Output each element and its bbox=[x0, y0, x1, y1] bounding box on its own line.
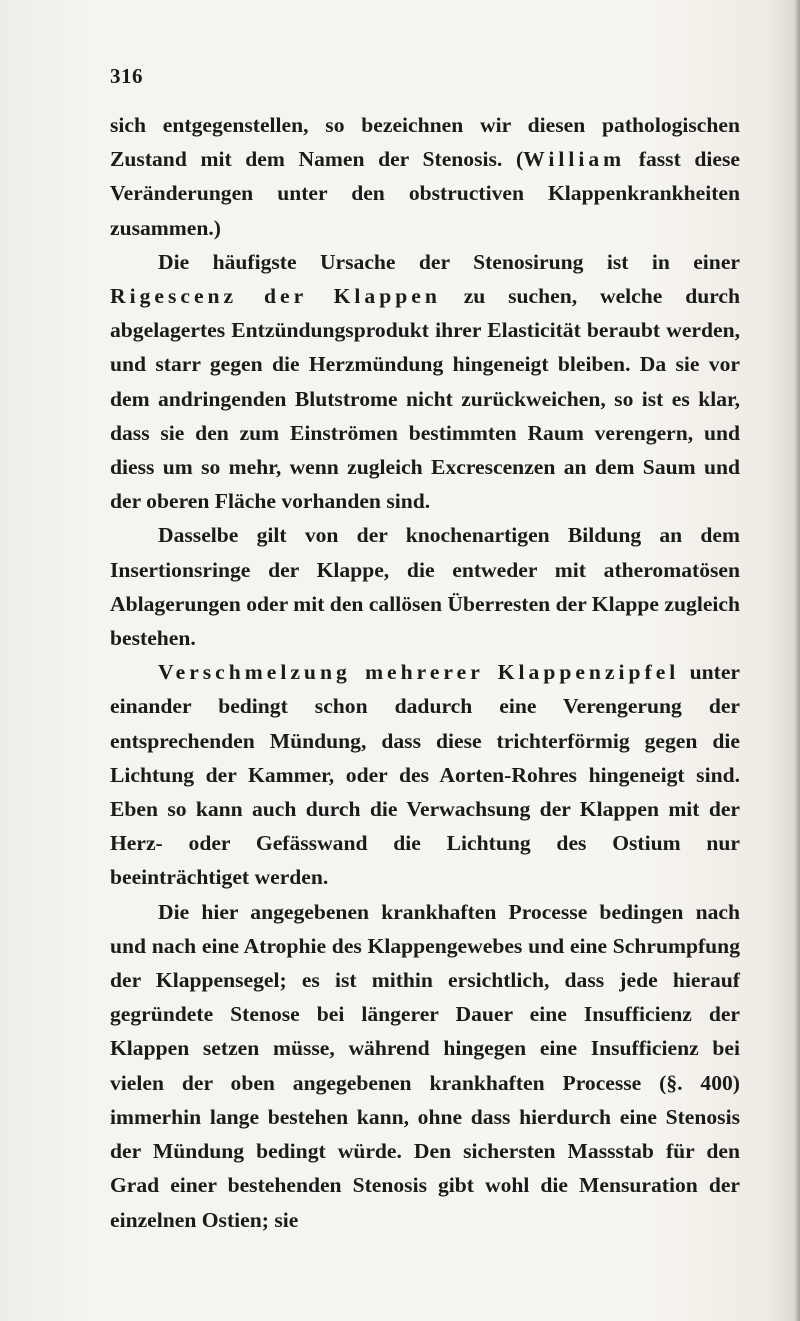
text-segment: sich entgegenstellen, so bezeichnen wir diesen pathologischen Zustand mit dem Namen der Stenosis. ( bbox=[110, 113, 740, 172]
text-segment: unter einander bedingt schon dadurch eine Verengerung der entsprechenden Mündung, dass diese trichterförmig gegen die Lichtung der Kammer, oder des Aorten-Rohres hingeneigt sind. Eben so kann auch durch die Verwachsung der Klappen mit der Herz- oder Gefässwand die Lichtung des Ostium nur beeinträchtiget werden. bbox=[110, 660, 740, 890]
paragraph-2 bbox=[110, 245, 740, 519]
body-text bbox=[110, 108, 740, 1237]
text-segment: Die hier angegebenen krankhaften Processe bedingen nach und nach eine Atrophie des Klappengewebes und eine Schrumpfung der Klappensegel; es ist mithin ersichtlich, dass jede hierauf gegründete Stenose bei längerer Dauer eine Insufficienz der Klappen setzen müsse, während hingegen eine Insufficienz bei vielen der oben angegebenen krankhaften Processe (§. 400) immerhin lange bestehen kann, ohne dass hierdurch eine Stenosis der Mündung bedingt würde. Den sichersten Massstab für den Grad einer bestehenden Stenosis gibt wohl die Mensuration der einzelnen Ostien; sie bbox=[110, 899, 740, 1232]
paragraph-4 bbox=[110, 655, 740, 894]
text-segment: zu suchen, welche durch abgelagertes Entzündungsprodukt ihrer Elasticität beraubt werden, und starr gegen die Herzmündung hingeneigt bleiben. Da sie vor dem andringenden Blutstrome nicht zurückweichen, so ist es klar, dass sie den zum Einströmen bestimmten Raum verengern, und diess um so mehr, wenn zugleich Excrescenzen an dem Saum und der oberen Fläche vorhanden sind. bbox=[110, 284, 740, 514]
text-segment: Dasselbe gilt von der knochenartigen Bildung an dem Insertionsringe der Klappe, die entweder mit atheromatösen Ablagerungen oder mit den callösen Überresten der Klappe zugleich bestehen. bbox=[110, 523, 740, 651]
paragraph-5 bbox=[110, 895, 740, 1237]
emphasized-term: Verschmelzung mehrerer Klappenzipfel bbox=[158, 660, 680, 685]
page-number: 316 bbox=[110, 64, 143, 88]
text-segment: Die häufigste Ursache der Stenosirung ist in einer bbox=[158, 249, 740, 274]
emphasized-term: Rigescenz der Klappen bbox=[110, 284, 441, 309]
text-segment: fasst diese Veränderungen unter den obstructiven Klappenkrankheiten zusammen.) bbox=[110, 147, 740, 240]
paragraph-1 bbox=[110, 108, 740, 245]
page-edge-shadow bbox=[794, 0, 800, 1321]
emphasized-name: William bbox=[523, 147, 626, 172]
paragraph-3 bbox=[110, 518, 740, 655]
